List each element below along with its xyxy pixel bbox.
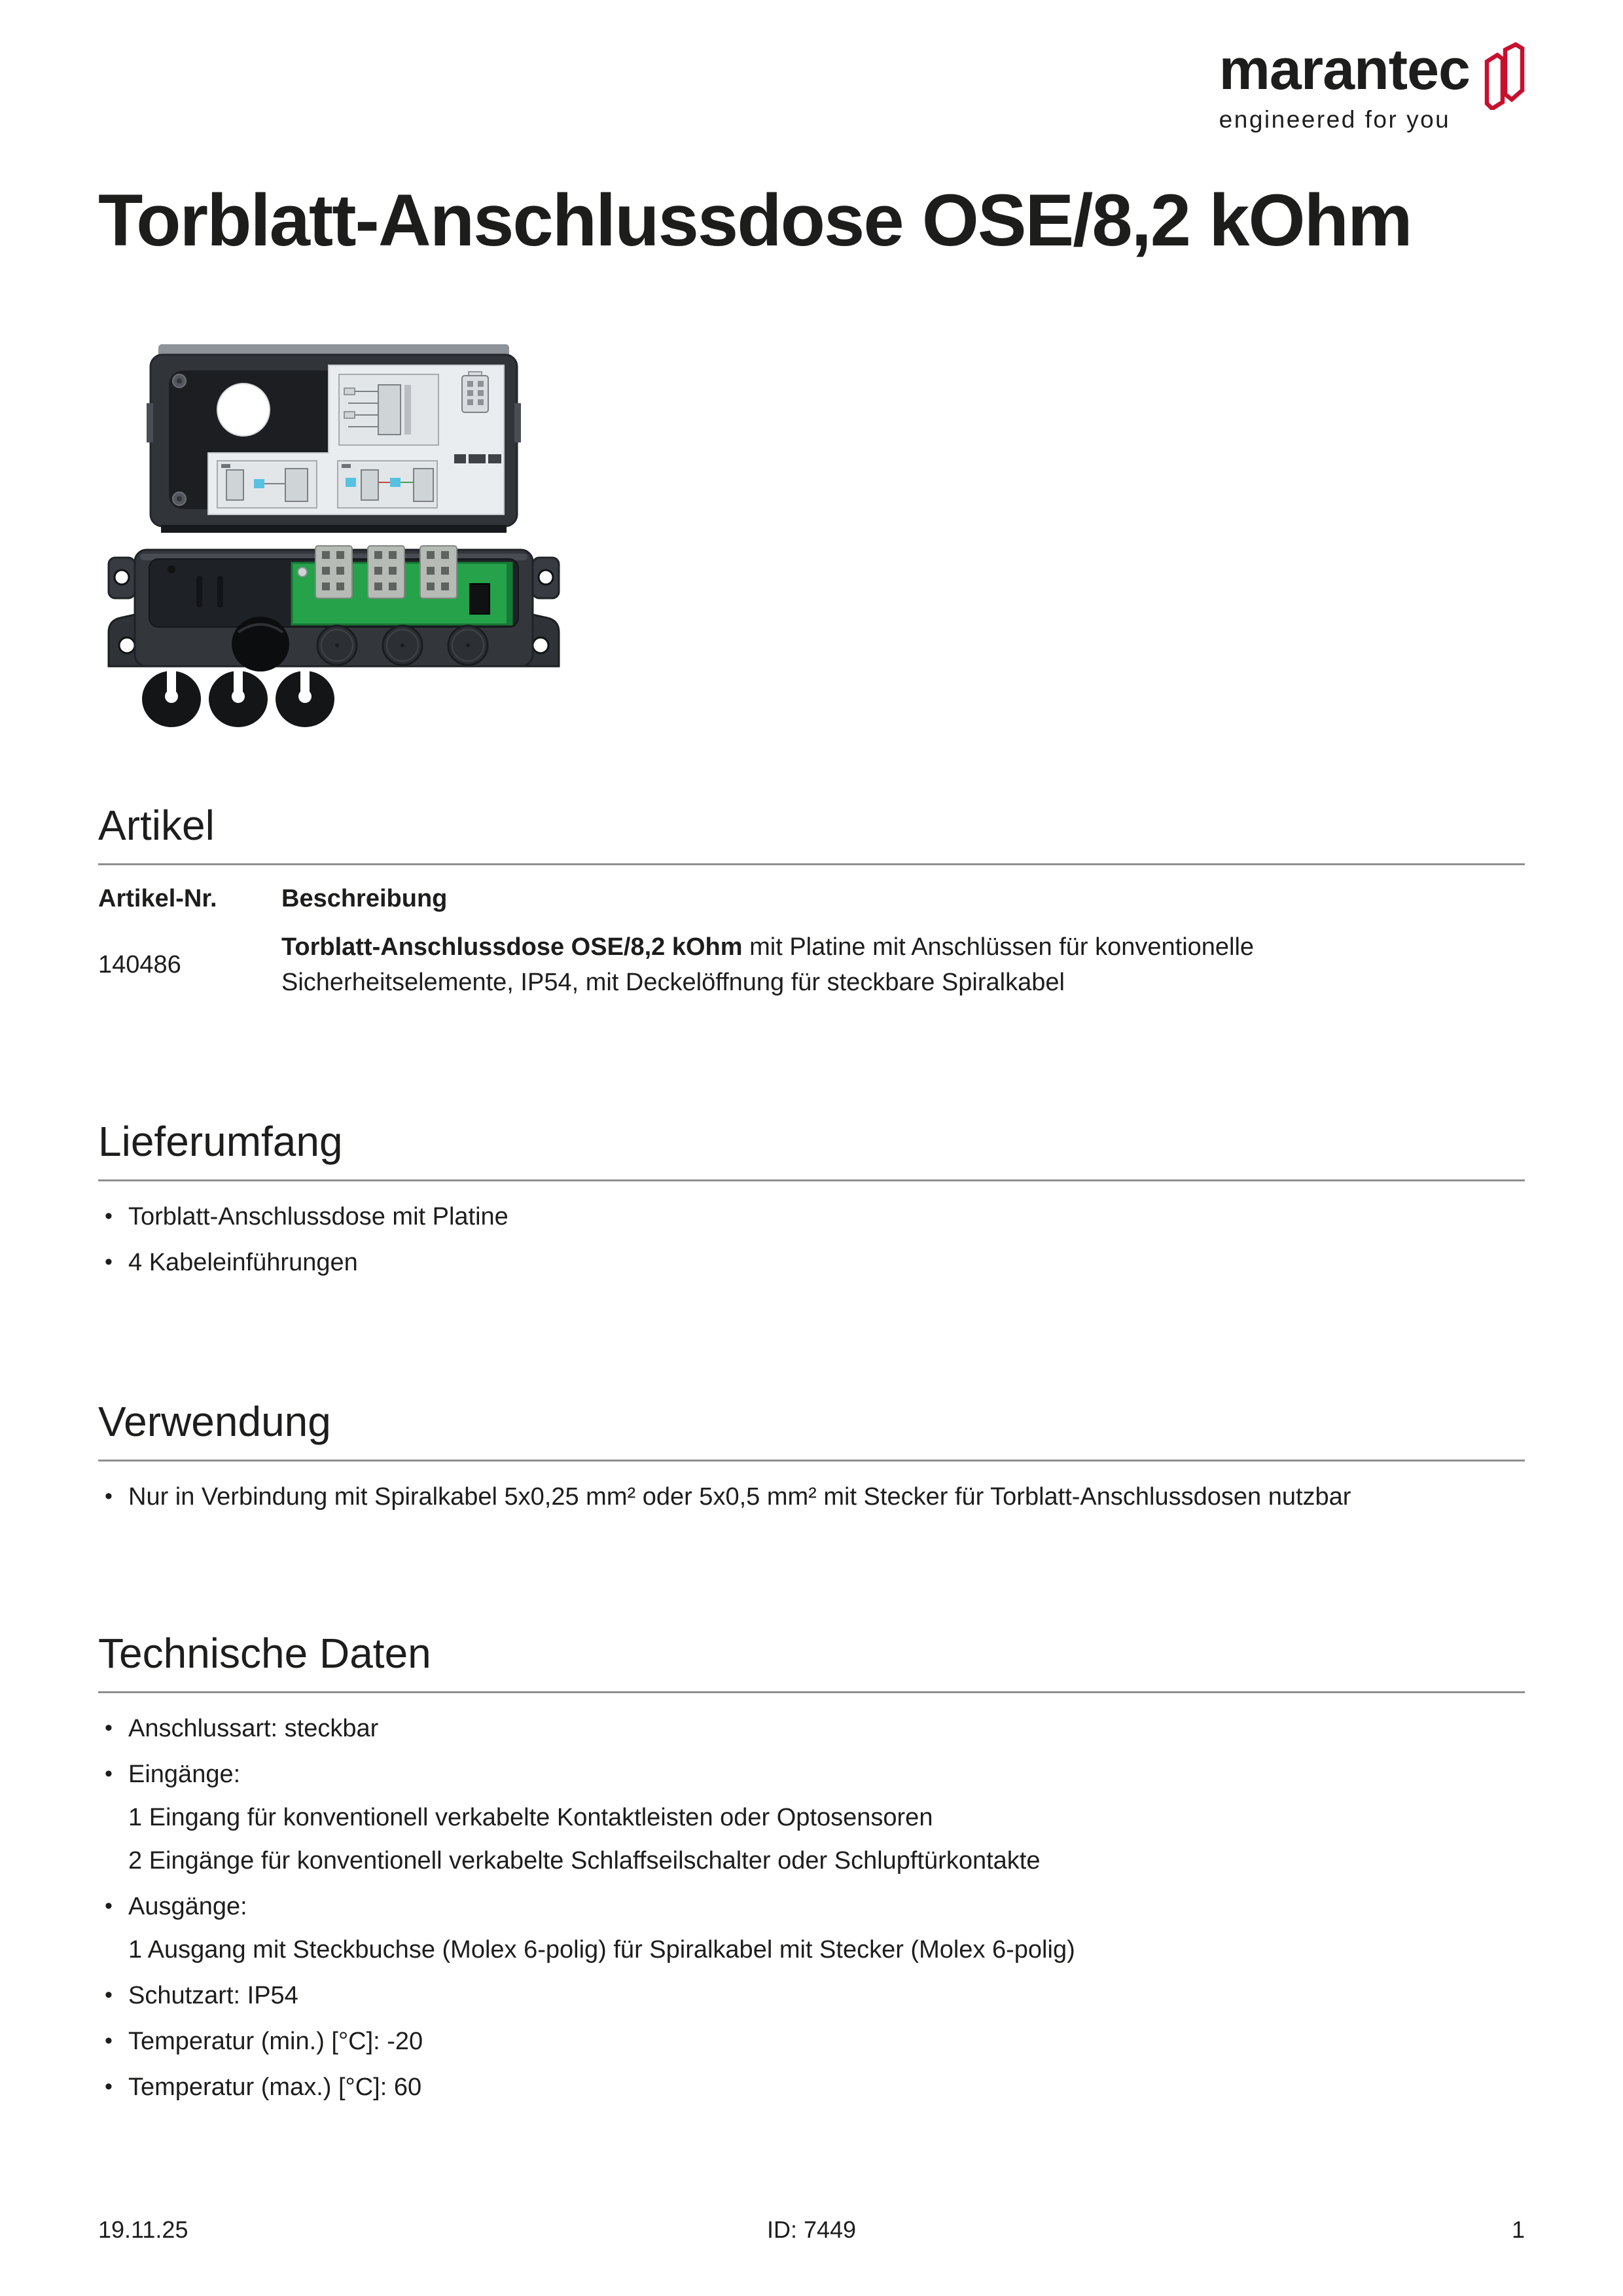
door-panels-icon [1482,42,1525,113]
section-divider [98,1460,1525,1462]
table-header-row [98,885,1525,913]
section-artikel [98,801,1525,1001]
section-heading-technische-daten: Technische Daten [98,1629,431,1677]
section-technische-daten [98,1629,1525,2106]
footer-page-number: 1 [1511,2216,1525,2243]
cable-grommets [142,670,334,727]
tech-item-text: • Ausgänge: [128,1892,247,1920]
product-image [98,325,572,730]
tech-item-text: • Schutzart: IP54 [128,1981,298,2009]
marantec-logo [1219,37,1525,134]
artikel-table [98,885,1525,1001]
list-item [98,2024,1525,2060]
brand-name: marantec [1219,37,1470,101]
section-heading-lieferumfang: Lieferumfang [98,1117,343,1165]
brand-tagline: engineered for you [1219,106,1451,133]
logo-text [1219,37,1470,134]
list-item: • Nur in Verbindung mit Spiralkabel 5x0,25 mm² oder 5x0,5 mm² mit Stecker für Torblatt-Anschlussdosen nutzbar [98,1480,1525,1515]
column-header-artikel-nr: Artikel-Nr. [98,884,217,912]
lieferumfang-list [98,1200,1525,1281]
section-divider [98,1691,1525,1693]
box-base [109,546,559,672]
column-header-beschreibung: Beschreibung [281,884,448,912]
table-row [98,930,1525,1001]
tech-item-subline: 2 Eingänge für konventionell verkabelte Schlaffseilschalter oder Schlupftürkontakte [128,1846,1041,1874]
section-divider [98,1179,1525,1181]
list-item [98,1712,1525,1747]
description-rest: mit Platine mit Anschlüssen für konventionelle Sicherheitselemente, IP54, mit Deckelöffnung für steckbare Spiralkabel [281,933,1255,996]
artikel-nr-value: 140486 [98,951,181,979]
footer-doc-id: ID: 7449 [766,2216,857,2243]
tech-item-subline: 1 Ausgang mit Steckbuchse (Molex 6-polig) für Spiralkabel mit Stecker (Molex 6-polig) [128,1935,1075,1964]
page-header [98,0,1525,134]
tech-item-text: • Anschlussart: steckbar [128,1715,379,1743]
list-item [98,1979,1525,2014]
technische-daten-list [98,1712,1525,2106]
section-verwendung [98,1397,1525,1515]
tech-item-text: • Temperatur (max.) [°C]: 60 [128,2073,422,2101]
artikel-description [281,930,1381,1001]
page-title: Torblatt-Anschlussdose OSE/8,2 kOhm [98,179,1412,261]
section-heading-verwendung: Verwendung [98,1397,331,1445]
tech-item-text: • Eingänge: [128,1761,241,1789]
footer-date: 19.11.25 [98,2216,188,2243]
list-item [98,2070,1525,2106]
section-heading-artikel: Artikel [98,801,215,849]
list-item [98,1890,1525,1968]
description-bold: Torblatt-Anschlussdose OSE/8,2 kOhm [281,933,743,961]
section-lieferumfang [98,1117,1525,1281]
list-item: • Torblatt-Anschlussdose mit Platine [98,1200,1525,1235]
section-divider [98,863,1525,865]
verwendung-list [98,1480,1525,1515]
tech-item-subline: 1 Eingang für konventionell verkabelte Kontaktleisten oder Optosensoren [128,1804,933,1832]
list-item: • 4 Kabeleinführungen [98,1246,1525,1281]
box-lid [147,344,521,533]
tech-item-text: • Temperatur (min.) [°C]: -20 [128,2027,423,2055]
list-item [98,1757,1525,1879]
